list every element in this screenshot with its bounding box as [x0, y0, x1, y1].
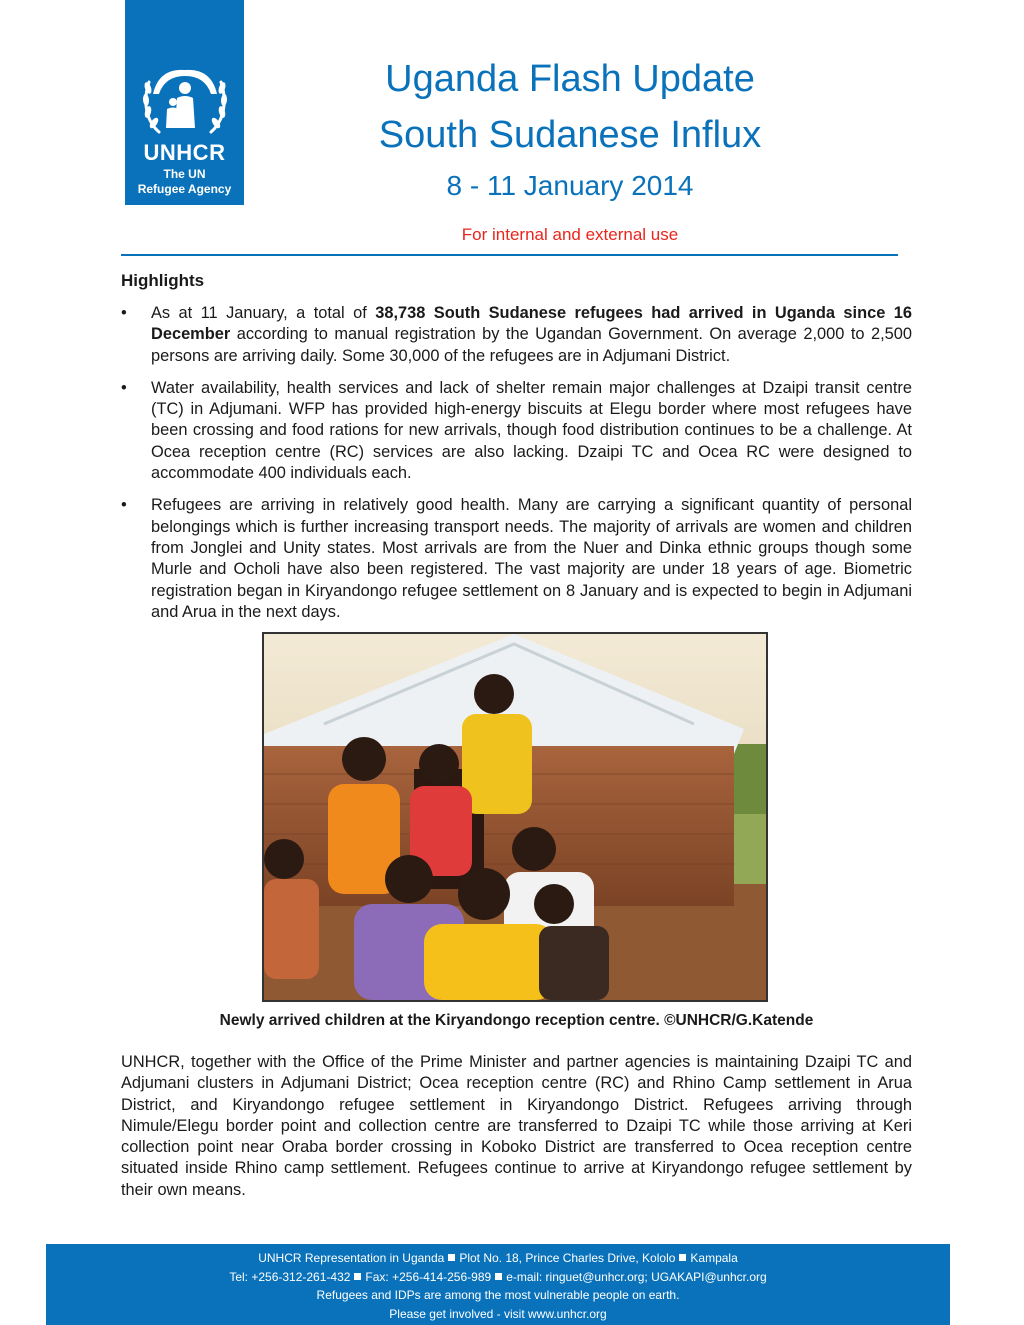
footer-tagline: Refugees and IDPs are among the most vulnerable people on earth. [316, 1288, 680, 1302]
header-divider [121, 254, 898, 256]
footer-office: UNHCR Representation in Uganda [258, 1251, 445, 1265]
highlight-text-post: according to manual registration by the Ugandan Government. On average 2,000 to 2,500 persons are arriving daily. Some 30,000 of the refugees are in Adjumani District. [151, 325, 912, 365]
usage-note: For internal and external use [461, 225, 679, 244]
footer-line-1 [46, 1249, 950, 1268]
children-photo-illustration [264, 634, 766, 1000]
footer-fax: Fax: +256-414-256-989 [365, 1269, 492, 1284]
logo-subtitle-line1: The UN [163, 167, 206, 181]
separator-icon [448, 1254, 455, 1261]
logo-subtitle [125, 167, 244, 197]
separator-icon [354, 1273, 361, 1280]
highlight-text-pre: As at 11 January, a total of [151, 304, 376, 322]
footer-line-2 [46, 1268, 950, 1287]
page-subtitle: South Sudanese Influx [378, 114, 762, 156]
page-title: Uganda Flash Update [385, 58, 755, 100]
separator-icon [679, 1254, 686, 1261]
footer [46, 1244, 950, 1325]
highlight-item [121, 495, 912, 623]
children-photo [262, 632, 768, 1002]
highlight-text: Refugees are arriving in relatively good health. Many are carrying a significant quantity of personal belongings which is further increasing transport needs. The majority of arrivals are women and children from Jonglei and Unity states. Most arrivals are from the Nuer and Dinka ethnic groups though some Murle and Ocholi have also been registered. The vast majority are under 18 years of age. Biometric registration began in Kiryandongo refugee settlement on 8 January and is expected to begin in Adjumani and Arua in the next days. [151, 496, 912, 621]
logo-title: UNHCR [143, 140, 226, 165]
highlight-item [121, 303, 912, 367]
body-paragraph: UNHCR, together with the Office of the Prime Minister and partner agencies is maintaining Dzaipi TC and Adjumani clusters in Adjumani District; Ocea reception centre (RC) and Rhino Camp settlement in Arua District, and Kiryandongo refugee settlement in Kiryandongo District. Refugees arriving through Nimule/Elegu border point and collection centre are transferred to Dzaipi TC while those arriving at Keri collection point near Oraba border crossing in Koboko District are transferred to Ocea reception centre situated inside Rhino camp settlement. Refugees continue to arrive at Kiryandongo refugee settlement by their own means. [121, 1053, 912, 1199]
separator-icon [495, 1273, 502, 1280]
highlights-heading: Highlights [121, 271, 205, 290]
photo-caption: Newly arrived children at the Kiryandongo reception centre. ©UNHCR/G.Katende [219, 1012, 814, 1029]
bullet-icon: • [121, 378, 127, 397]
footer-city: Kampala [690, 1251, 738, 1265]
highlights-list [121, 303, 912, 634]
footer-tel: Tel: +256-312-261-432 [229, 1269, 351, 1284]
footer-link[interactable]: Please get involved - visit www.unhcr.org [389, 1306, 607, 1321]
highlight-item [121, 378, 912, 484]
footer-address: Plot No. 18, Prince Charles Drive, Kololo [459, 1251, 676, 1265]
bullet-icon: • [121, 496, 127, 515]
highlight-text-bold: 38,738 South Sudanese refugees had arrived in Uganda since 16 December [151, 304, 912, 344]
footer-email[interactable]: e-mail: ringuet@unhcr.org; UGAKAPI@unhcr.org [506, 1269, 767, 1284]
logo-subtitle-line2: Refugee Agency [137, 182, 232, 196]
report-dates: 8 - 11 January 2014 [446, 170, 694, 201]
unhcr-emblem-icon [139, 64, 231, 142]
bullet-icon: • [121, 304, 127, 322]
highlight-text: Water availability, health services and lack of shelter remain major challenges at Dzaipi transit centre (TC) in Adjumani. WFP has provided high-energy biscuits at Elegu border where most refugees have been crossing and food rations for new arrivals, though food distribution continues to be a challenge. At Ocea reception centre (RC) services are also lacking. Dzaipi TC and Ocea RC were designed to accommodate 400 individuals each. [151, 378, 912, 483]
unhcr-logo [125, 0, 244, 205]
